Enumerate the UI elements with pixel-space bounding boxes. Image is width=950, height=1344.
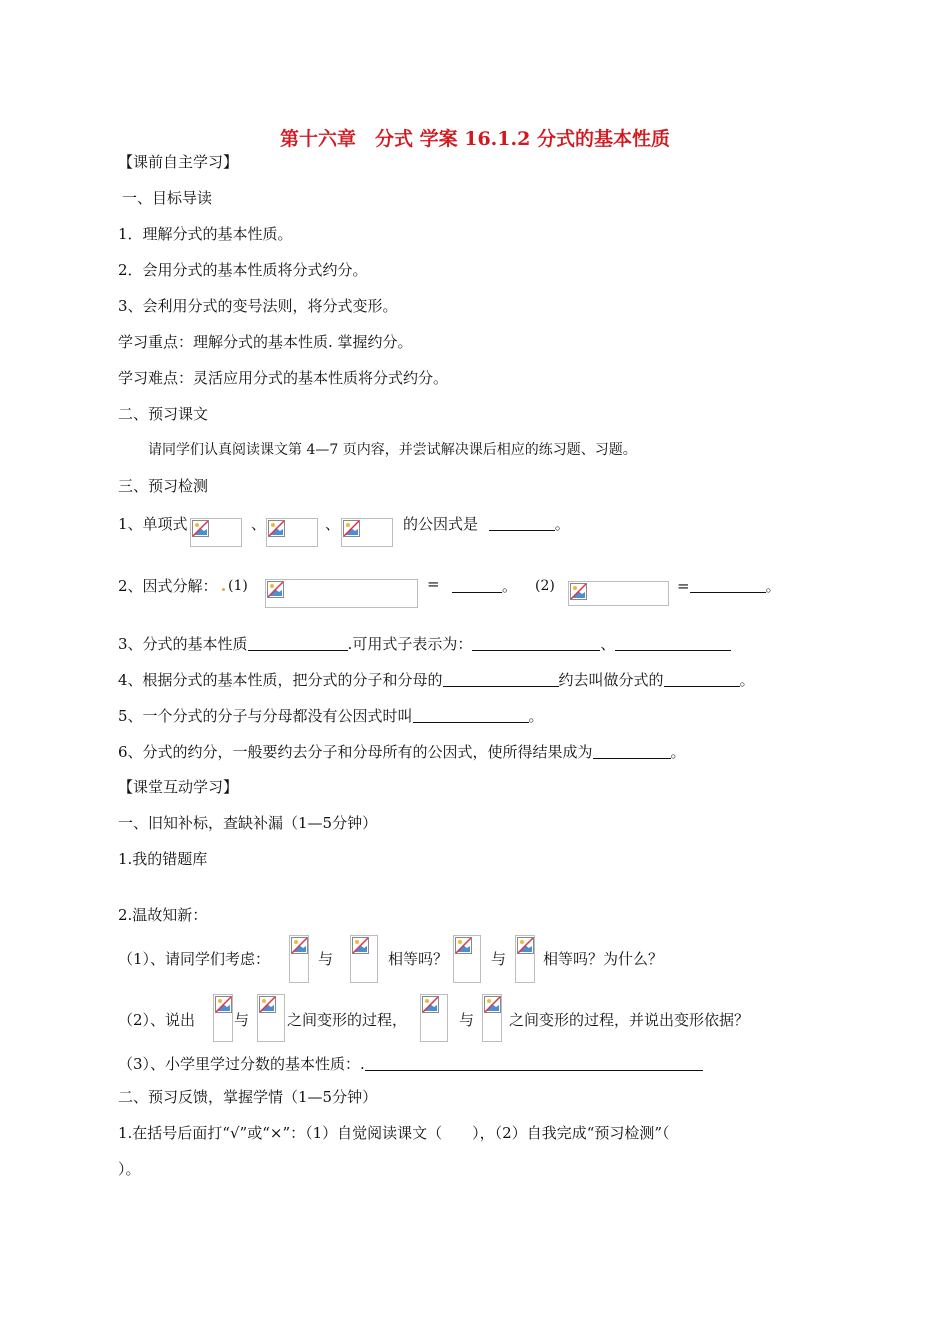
feedback-item-1: 1.在括号后面打“√”或“×”：（1）自觉阅读课文（ ），（2）自我完成“预习检测”（ [118, 1124, 670, 1142]
q3-label: 3、分式的基本性质 [118, 635, 248, 653]
q5-end: 。 [528, 707, 544, 725]
q1-label: 1、单项式 [118, 515, 188, 533]
formula-image [350, 935, 378, 983]
goal-item-2: 2．会用分式的基本性质将分式约分。 [118, 261, 368, 279]
image-placeholder-icon [484, 996, 501, 1013]
image-placeholder-icon [291, 937, 308, 954]
review-new: 2.温故知新： [118, 906, 208, 924]
q1-text [403, 514, 570, 534]
answer-blank[interactable] [664, 671, 740, 687]
r2-process-basis: 之间变形的过程，并说出变形依据？ [509, 1011, 750, 1029]
feedback-item-1-end: ）。 [118, 1160, 141, 1178]
answer-blank[interactable] [248, 635, 348, 651]
image-placeholder-icon [455, 937, 472, 954]
q2-part2-label: (2) [535, 578, 555, 594]
q4-end: 。 [739, 671, 755, 689]
q2-end2: 。 [765, 577, 781, 595]
answer-blank[interactable] [472, 635, 600, 651]
formula-image [190, 518, 242, 547]
answer-blank[interactable] [452, 577, 502, 593]
r1-question-why: 相等吗？为什么？ [543, 950, 664, 968]
image-placeholder-icon [259, 996, 276, 1013]
answer-blank[interactable] [443, 671, 559, 687]
r3 [118, 1054, 703, 1074]
formula-image [265, 579, 418, 608]
answer-blank[interactable] [413, 707, 529, 723]
image-placeholder-icon [517, 937, 534, 954]
page-title: 第十六章 分式 学案 16.1.2 分式的基本性质 [280, 128, 670, 150]
q1-separator: 、 [251, 515, 267, 533]
q6 [118, 742, 686, 762]
q3-text: .可用式子表示为： [347, 635, 473, 653]
formula-image [289, 935, 309, 983]
q3 [118, 634, 731, 654]
formula-image [266, 518, 318, 547]
heading-feedback: 二、预习反馈，掌握学情（1—5分钟） [118, 1088, 378, 1106]
q5 [118, 706, 544, 726]
formula-image [568, 581, 669, 606]
section-heading-pre-class: 【课前自主学习】 [118, 153, 239, 171]
preview-text: 请同学们认真阅读课文第 4—7 页内容，并尝试解决课后相应的练习题、习题。 [148, 442, 637, 458]
q2-end1: 。 [502, 577, 518, 595]
r2-and: 与 [234, 1011, 250, 1029]
image-placeholder-icon [343, 520, 360, 537]
heading-preview: 二、预习课文 [118, 405, 209, 423]
heading-review: 一、旧知补标，查缺补漏（1—5分钟） [118, 814, 378, 832]
r3-label: （3）、小学里学过分数的基本性质：. [118, 1055, 365, 1073]
answer-blank[interactable] [593, 743, 671, 759]
q6-end: 。 [670, 743, 686, 761]
q4-text: 约去叫做分式的 [558, 671, 664, 689]
image-placeholder-icon [570, 583, 587, 600]
q6-label: 6、分式的约分，一般要约去分子和分母所有的公因式，使所得结果成为 [118, 743, 593, 761]
answer-blank[interactable] [365, 1055, 703, 1071]
q2-answer1 [452, 576, 517, 596]
q2-equals: = [427, 575, 440, 593]
q4-label: 4、根据分式的基本性质，把分式的分子和分母的 [118, 671, 443, 689]
r1-and: 与 [491, 950, 507, 968]
formula-image [213, 994, 233, 1042]
image-placeholder-icon [352, 937, 369, 954]
r1-label: （1）、请同学们考虑： [118, 950, 271, 968]
q1-end: 。 [554, 515, 570, 533]
formula-image [420, 994, 448, 1042]
key-point: 学习重点：理解分式的基本性质. 掌握约分。 [118, 333, 413, 351]
image-placeholder-icon [268, 520, 285, 537]
image-placeholder-icon [215, 996, 232, 1013]
image-placeholder-icon [192, 520, 209, 537]
heading-goals: 一、目标导读 [122, 189, 213, 207]
q1-text-label: 的公因式是 [403, 515, 479, 533]
formula-image [341, 518, 393, 547]
answer-blank[interactable] [690, 577, 766, 593]
r1-question: 相等吗？ [388, 950, 449, 968]
formula-image [482, 994, 502, 1042]
formula-image [453, 935, 481, 983]
wrong-question-bank: 1.我的错题库 [118, 850, 208, 868]
image-placeholder-icon [267, 581, 284, 598]
q2-label: 2、因式分解： [118, 577, 218, 595]
r2-process: 之间变形的过程， [287, 1011, 408, 1029]
heading-check: 三、预习检测 [118, 477, 209, 495]
goal-item-1: 1．理解分式的基本性质。 [118, 225, 293, 243]
r1-and: 与 [318, 950, 334, 968]
formula-image [515, 935, 535, 983]
q5-label: 5、一个分式的分子与分母都没有公因式时叫 [118, 707, 413, 725]
goal-item-3: 3、会利用分式的变号法则，将分式变形。 [118, 297, 398, 315]
r2-label: （2）、说出 [118, 1011, 196, 1029]
q2-equals2: = [677, 577, 690, 595]
answer-blank[interactable] [489, 515, 555, 531]
q3-separator: 、 [600, 635, 616, 653]
difficult-point: 学习难点：灵活应用分式的基本性质将分式约分。 [118, 369, 449, 387]
q1-separator: 、 [325, 515, 341, 533]
answer-blank[interactable] [615, 635, 731, 651]
q2-part1-label: (1) [228, 578, 248, 594]
image-placeholder-icon [422, 996, 439, 1013]
bullet-dot [222, 588, 225, 591]
r2-and: 与 [459, 1011, 475, 1029]
q4 [118, 670, 755, 690]
q2-answer2 [677, 576, 781, 596]
formula-image [257, 994, 285, 1042]
section-heading-class: 【课堂互动学习】 [118, 778, 239, 796]
